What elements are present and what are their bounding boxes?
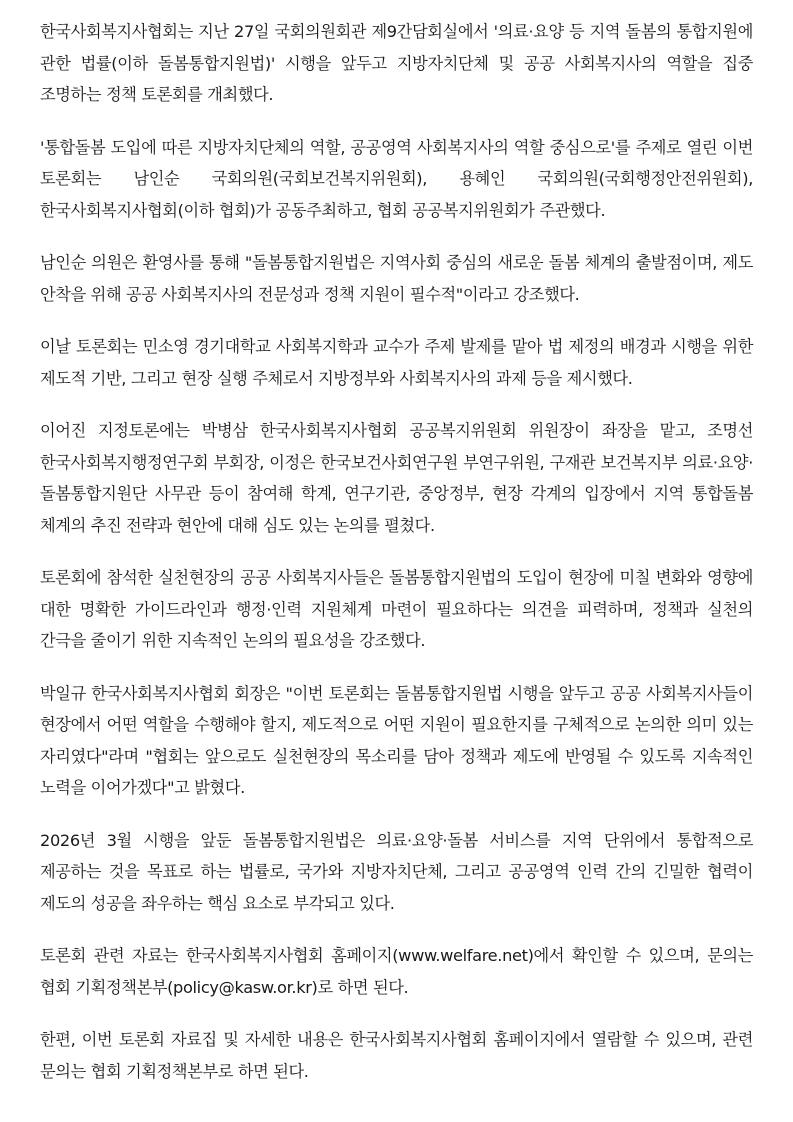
paragraph-closing-note: 한편, 이번 토론회 자료집 및 자세한 내용은 한국사회복지사협회 홈페이지에서 열람할 수 있으며, 관련 문의는 협회 기획정책본부로 하면 된다. — [40, 1030, 753, 1081]
paragraph-materials-contact: 토론회 관련 자료는 한국사회복지사협회 홈페이지(www.welfare.net)에서 확인할 수 있으며, 문의는 협회 기획정책본부(policy@kasw.or.kr)로 하면 된다. — [40, 946, 753, 997]
paragraph-event-overview: 한국사회복지사협회는 지난 27일 국회의원회관 제9간담회실에서 '의료·요양 등 지역 돌봄의 통합지원에 관한 법률(이하 돌봄통합지원법)' 시행을 앞두고 지방자치단체 및 공공 사회복지사의 역할을 집중 조명하는 정책 토론회를 개최했다. — [40, 22, 753, 104]
paragraph-theme-and-hosts: '통합돌봄 도입에 따른 지방자치단체의 역할, 공공영역 사회복지사의 역할 중심으로'를 주제로 열린 이번 토론회는 남인순 국회의원(국회보건복지위원회), 용혜인 국회의원(국회행정안전위원회), 한국사회복지사협회(이하 협회)가 공동주최하고, 협회 공공복지위원회가 주관했다. — [40, 137, 753, 220]
paragraph-president-quote: 박일규 한국사회복지사협회 회장은 "이번 토론회는 돌봄통합지원법 시행을 앞두고 공공 사회복지사들이 현장에서 어떤 역할을 수행해야 할지, 제도적으로 어떤 지원이 필요한지를 구체적으로 논의한 의미 있는 자리였다"라며 "협회는 앞으로도 실천현장의 목소리를 담아 정책과 제도에 반영될 수 있도록 지속적인 노력을 이어가겠다"고 밝혔다. — [40, 683, 753, 797]
paragraph-keynote: 이날 토론회는 민소영 경기대학교 사회복지학과 교수가 주제 발제를 맡아 법 제정의 배경과 시행을 위한 제도적 기반, 그리고 현장 실행 주체로서 지방정부와 사회복지사의 과제 등을 제시했다. — [40, 337, 753, 388]
paragraph-panel-discussion: 이어진 지정토론에는 박병삼 한국사회복지사협회 공공복지위원회 위원장이 좌장을 맡고, 조명선 한국사회복지행정연구회 부회장, 이정은 한국보건사회연구원 부연구위원, 구재관 보건복지부 의료·요양·돌봄통합지원단 사무관 등이 참여해 학계, 연구기관, 중앙정부, 현장 각계의 입장에서 지역 통합돌봄 체계의 추진 전략과 현안에 대해 심도 있는 논의를 펼쳤다. — [40, 421, 753, 535]
paragraph-law-background: 2026년 3월 시행을 앞둔 돌봄통합지원법은 의료·요양·돌봄 서비스를 지역 단위에서 통합적으로 제공하는 것을 목표로 하는 법률로, 국가와 지방자치단체, 그리고 공공영역 인력 간의 긴밀한 협력이 제도의 성공을 좌우하는 핵심 요소로 부각되고 있다. — [40, 830, 753, 913]
paragraph-field-opinions: 토론회에 참석한 실천현장의 공공 사회복지사들은 돌봄통합지원법의 도입이 현장에 미칠 변화와 영향에 대한 명확한 가이드라인과 행정·인력 지원체계 마련이 필요하다는 의견을 피력하며, 정책과 실천의 간극을 줄이기 위한 지속적인 논의의 필요성을 강조했다. — [40, 568, 753, 650]
paragraph-welcome-remarks: 남인순 의원은 환영사를 통해 "돌봄통합지원법은 지역사회 중심의 새로운 돌봄 체계의 출발점이며, 제도 안착을 위해 공공 사회복지사의 전문성과 정책 지원이 필수적"이라고 강조했다. — [40, 253, 753, 304]
